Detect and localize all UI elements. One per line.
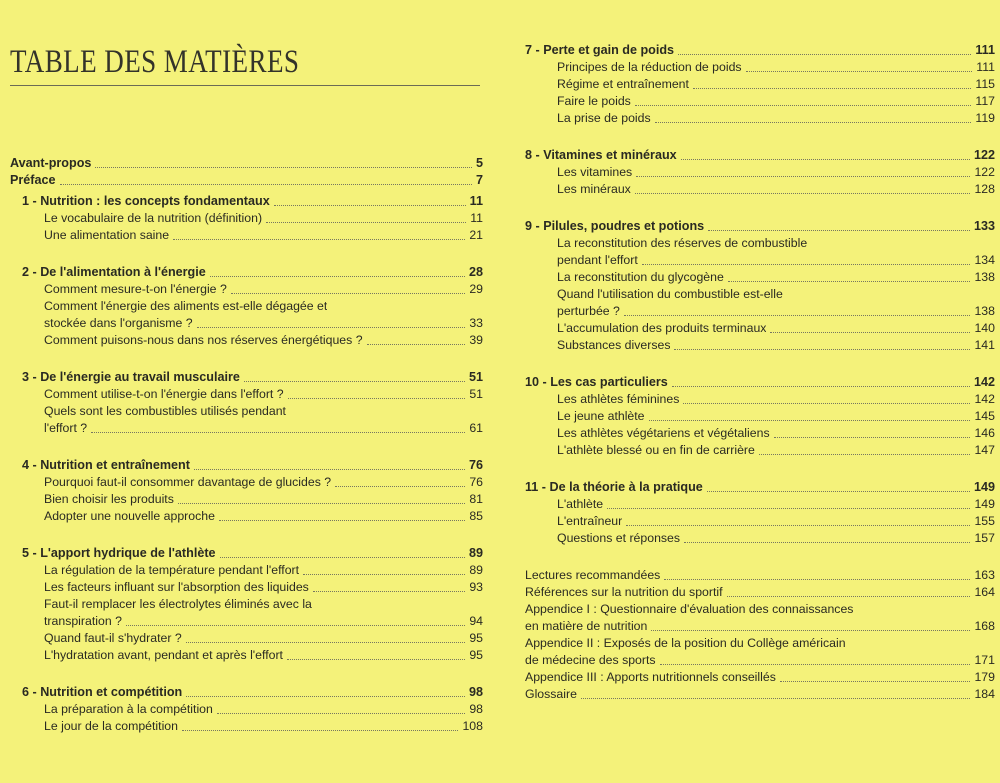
entry-title: Faut-il remplacer les électrolytes éliminés avec la xyxy=(44,597,312,611)
entry-title: Faire le poids xyxy=(557,94,631,108)
title-rule xyxy=(10,85,480,86)
entry-title: Glossaire xyxy=(525,687,577,701)
entry-title: stockée dans l'organisme ? xyxy=(44,316,193,330)
dot-leader xyxy=(266,222,466,223)
toc-chapter[interactable] xyxy=(525,147,995,164)
page-number: 85 xyxy=(469,509,483,523)
dot-leader xyxy=(624,315,971,316)
dot-leader xyxy=(60,184,472,185)
page-number: 33 xyxy=(469,316,483,330)
dot-leader xyxy=(220,557,465,558)
entry-title: 1 - Nutrition : les concepts fondamentaux xyxy=(22,194,270,208)
entry-title: 9 - Pilules, poudres et potions xyxy=(525,219,705,233)
entry-title: Appendice III : Apports nutritionnels conseillés xyxy=(525,670,776,684)
page-number: 133 xyxy=(973,219,995,233)
toc-section[interactable] xyxy=(10,474,483,491)
toc-section[interactable] xyxy=(10,420,483,437)
toc-chapter[interactable] xyxy=(10,457,483,474)
entry-title: 3 - De l'énergie au travail musculaire xyxy=(22,370,240,384)
page-number: 51 xyxy=(468,370,483,384)
entry-title: Pourquoi faut-il consommer davantage de glucides ? xyxy=(44,475,332,489)
dot-leader xyxy=(683,403,970,404)
entry-title: Principes de la réduction de poids xyxy=(557,60,742,74)
dot-leader xyxy=(626,525,970,526)
toc-section[interactable] xyxy=(525,286,995,303)
page-number: 11 xyxy=(470,211,483,225)
entry-title: Quand l'utilisation du combustible est-elle xyxy=(557,287,783,301)
entry-title: Une alimentation saine xyxy=(44,228,170,242)
entry-title: Appendice I : Questionnaire d'évaluation des connaissances xyxy=(525,602,854,616)
toc-section[interactable] xyxy=(525,391,995,408)
entry-title: La préparation à la compétition xyxy=(44,702,213,716)
toc-section[interactable] xyxy=(525,181,995,198)
dot-leader xyxy=(774,437,971,438)
toc-section[interactable] xyxy=(525,337,995,354)
dot-leader xyxy=(173,239,465,240)
page-number: 117 xyxy=(975,94,995,108)
dot-leader xyxy=(655,122,972,123)
entry-title: pendant l'effort xyxy=(557,253,638,267)
dot-leader xyxy=(313,591,465,592)
page-number: 147 xyxy=(974,443,995,457)
page-number: 164 xyxy=(974,585,995,599)
page-number: 149 xyxy=(974,497,995,511)
entry-title: L'hydratation avant, pendant et après l'effort xyxy=(44,648,283,662)
page-number: 89 xyxy=(469,563,483,577)
toc-section[interactable] xyxy=(10,315,483,332)
page-number: 119 xyxy=(975,111,995,125)
toc-section[interactable] xyxy=(525,110,995,127)
toc-chapter[interactable] xyxy=(10,264,483,281)
entry-title: Le jour de la compétition xyxy=(44,719,178,733)
page-number: 128 xyxy=(974,182,995,196)
dot-leader xyxy=(759,454,971,455)
dot-leader xyxy=(708,230,970,231)
dot-leader xyxy=(780,681,971,682)
entry-title: Les athlètes féminines xyxy=(557,392,680,406)
page-number: 61 xyxy=(469,421,483,435)
entry-title: en matière de nutrition xyxy=(525,619,648,633)
entry-title: Comment mesure-t-on l'énergie ? xyxy=(44,282,227,296)
toc-annex[interactable] xyxy=(525,618,995,635)
page-number: 155 xyxy=(974,514,995,528)
entry-title: L'athlète xyxy=(557,497,604,511)
toc-section[interactable] xyxy=(525,93,995,110)
entry-title: Les vitamines xyxy=(557,165,633,179)
toc-section[interactable] xyxy=(525,530,995,547)
entry-title: 4 - Nutrition et entraînement xyxy=(22,458,190,472)
page-number: 95 xyxy=(469,648,483,662)
entry-title: Quels sont les combustibles utilisés pendant xyxy=(44,404,286,418)
toc-section[interactable] xyxy=(10,562,483,579)
entry-title: Les athlètes végétariens et végétaliens xyxy=(557,426,770,440)
toc-section[interactable] xyxy=(525,164,995,181)
page-number: 115 xyxy=(975,77,995,91)
entry-title: L'accumulation des produits terminaux xyxy=(557,321,767,335)
page-number: 5 xyxy=(475,156,483,170)
toc-annex[interactable] xyxy=(525,584,995,601)
dot-leader xyxy=(642,264,971,265)
page-number: 98 xyxy=(469,702,483,716)
dot-leader xyxy=(672,386,970,387)
toc-annex[interactable] xyxy=(525,686,995,703)
page-number: 171 xyxy=(974,653,995,667)
entry-title: Quand faut-il s'hydrater ? xyxy=(44,631,182,645)
entry-title: 7 - Perte et gain de poids xyxy=(525,43,675,57)
page-number: 179 xyxy=(974,670,995,684)
entry-title: La régulation de la température pendant l'effort xyxy=(44,563,300,577)
page-number: 28 xyxy=(468,265,483,279)
dot-leader xyxy=(649,420,971,421)
toc-section[interactable] xyxy=(10,579,483,596)
page-number: 138 xyxy=(974,270,995,284)
dot-leader xyxy=(746,71,973,72)
toc-section[interactable] xyxy=(10,403,483,420)
toc-chapter[interactable] xyxy=(10,684,483,701)
toc-entry-front[interactable] xyxy=(10,155,483,172)
toc-entry-front[interactable] xyxy=(10,172,483,189)
dot-leader xyxy=(651,630,970,631)
entry-title: 2 - De l'alimentation à l'énergie xyxy=(22,265,206,279)
dot-leader xyxy=(707,491,970,492)
page-number: 39 xyxy=(469,333,483,347)
entry-title: transpiration ? xyxy=(44,614,122,628)
entry-title: Avant-propos xyxy=(10,156,92,170)
entry-title: Les minéraux xyxy=(557,182,631,196)
entry-title: 5 - L'apport hydrique de l'athlète xyxy=(22,546,216,560)
dot-leader xyxy=(197,327,466,328)
entry-title: Comment utilise-t-on l'énergie dans l'effort ? xyxy=(44,387,284,401)
toc-section[interactable] xyxy=(525,59,995,76)
dot-leader xyxy=(728,281,971,282)
entry-title: Préface xyxy=(10,173,56,187)
toc-section[interactable] xyxy=(10,491,483,508)
dot-leader xyxy=(607,508,970,509)
page-number: 146 xyxy=(974,426,995,440)
entry-title: Bien choisir les produits xyxy=(44,492,174,506)
dot-leader xyxy=(217,713,465,714)
page-number: 111 xyxy=(975,43,995,57)
dot-leader xyxy=(693,88,971,89)
toc-section[interactable] xyxy=(10,630,483,647)
toc-section[interactable] xyxy=(10,298,483,315)
dot-leader xyxy=(674,349,970,350)
toc-section[interactable] xyxy=(10,596,483,613)
page-number: 111 xyxy=(976,60,995,74)
dot-leader xyxy=(770,332,970,333)
dot-leader xyxy=(303,574,465,575)
toc-annex[interactable] xyxy=(525,601,995,618)
page-number: 134 xyxy=(974,253,995,267)
toc-section[interactable] xyxy=(525,408,995,425)
toc-section[interactable] xyxy=(525,496,995,513)
page-number: 168 xyxy=(974,619,995,633)
toc-chapter[interactable] xyxy=(525,374,995,391)
page-number: 98 xyxy=(468,685,483,699)
toc-annex[interactable] xyxy=(525,567,995,584)
toc-column-left xyxy=(10,155,483,735)
entry-title: Questions et réponses xyxy=(557,531,681,545)
toc-section[interactable] xyxy=(525,303,995,320)
toc-annex[interactable] xyxy=(525,635,995,652)
toc-section[interactable] xyxy=(10,701,483,718)
toc-section[interactable] xyxy=(525,425,995,442)
toc-annex[interactable] xyxy=(525,652,995,669)
entry-title: 10 - Les cas particuliers xyxy=(525,375,668,389)
page-number: 11 xyxy=(469,194,483,208)
toc-section[interactable] xyxy=(10,386,483,403)
toc-chapter[interactable] xyxy=(10,545,483,562)
toc-section[interactable] xyxy=(525,269,995,286)
dot-leader xyxy=(287,659,465,660)
dot-leader xyxy=(194,469,465,470)
toc-section[interactable] xyxy=(10,647,483,664)
entry-title: perturbée ? xyxy=(557,304,620,318)
entry-title: 6 - Nutrition et compétition xyxy=(22,685,183,699)
dot-leader xyxy=(219,520,465,521)
dot-leader xyxy=(635,193,971,194)
page-number: 29 xyxy=(469,282,483,296)
page-number: 51 xyxy=(469,387,483,401)
dot-leader xyxy=(581,698,971,699)
toc-section[interactable] xyxy=(10,210,483,227)
page-number: 145 xyxy=(974,409,995,423)
page-number: 108 xyxy=(462,719,483,733)
dot-leader xyxy=(231,293,466,294)
dot-leader xyxy=(178,503,465,504)
page-number: 81 xyxy=(469,492,483,506)
entry-title: L'athlète blessé ou en fin de carrière xyxy=(557,443,755,457)
entry-title: Régime et entraînement xyxy=(557,77,689,91)
page-number: 89 xyxy=(468,546,483,560)
entry-title: Le jeune athlète xyxy=(557,409,645,423)
page-number: 7 xyxy=(475,173,483,187)
toc-chapter[interactable] xyxy=(525,218,995,235)
entry-title: 11 - De la théorie à la pratique xyxy=(525,480,703,494)
toc-section[interactable] xyxy=(525,513,995,530)
page-number: 184 xyxy=(974,687,995,701)
entry-title: l'effort ? xyxy=(44,421,88,435)
entry-title: Comment puisons-nous dans nos réserves énergétiques ? xyxy=(44,333,363,347)
dot-leader xyxy=(684,542,970,543)
page-number: 138 xyxy=(974,304,995,318)
toc-chapter[interactable] xyxy=(525,42,995,59)
page-number: 122 xyxy=(973,148,995,162)
toc-section[interactable] xyxy=(10,227,483,244)
toc-column-right xyxy=(525,42,995,703)
page-number: 141 xyxy=(974,338,995,352)
toc-chapter[interactable] xyxy=(525,479,995,496)
entry-title: Le vocabulaire de la nutrition (définition) xyxy=(44,211,263,225)
page-number: 21 xyxy=(469,228,483,242)
entry-title: Références sur la nutrition du sportif xyxy=(525,585,723,599)
entry-title: 8 - Vitamines et minéraux xyxy=(525,148,677,162)
dot-leader xyxy=(182,730,458,731)
entry-title: Adopter une nouvelle approche xyxy=(44,509,215,523)
page-title: TABLE DES MATIÈRES xyxy=(10,44,300,80)
entry-title: Les facteurs influant sur l'absorption des liquides xyxy=(44,580,309,594)
dot-leader xyxy=(660,664,971,665)
toc-chapter[interactable] xyxy=(10,369,483,386)
toc-chapter[interactable] xyxy=(10,193,483,210)
toc-section[interactable] xyxy=(525,442,995,459)
dot-leader xyxy=(288,398,466,399)
toc-section[interactable] xyxy=(10,613,483,630)
entry-title: de médecine des sports xyxy=(525,653,656,667)
page-number: 95 xyxy=(469,631,483,645)
toc-section[interactable] xyxy=(525,320,995,337)
dot-leader xyxy=(274,205,466,206)
dot-leader xyxy=(186,642,466,643)
dot-leader xyxy=(664,579,970,580)
page-number: 76 xyxy=(469,475,483,489)
dot-leader xyxy=(367,344,466,345)
dot-leader xyxy=(727,596,971,597)
dot-leader xyxy=(678,54,971,55)
toc-section[interactable] xyxy=(10,718,483,735)
dot-leader xyxy=(210,276,465,277)
page-number: 76 xyxy=(468,458,483,472)
dot-leader xyxy=(681,159,970,160)
dot-leader xyxy=(95,167,472,168)
entry-title: La reconstitution du glycogène xyxy=(557,270,724,284)
page-number: 149 xyxy=(973,480,995,494)
toc-section[interactable] xyxy=(525,76,995,93)
dot-leader xyxy=(244,381,465,382)
page-number: 142 xyxy=(973,375,995,389)
page-number: 163 xyxy=(974,568,995,582)
dot-leader xyxy=(636,176,970,177)
toc-section[interactable] xyxy=(525,235,995,252)
page-number: 157 xyxy=(974,531,995,545)
page-number: 93 xyxy=(469,580,483,594)
entry-title: Comment l'énergie des aliments est-elle dégagée et xyxy=(44,299,328,313)
page-number: 140 xyxy=(974,321,995,335)
entry-title: Appendice II : Exposés de la position du Collège américain xyxy=(525,636,846,650)
toc-annex[interactable] xyxy=(525,669,995,686)
entry-title: La reconstitution des réserves de combustible xyxy=(557,236,808,250)
dot-leader xyxy=(335,486,465,487)
entry-title: L'entraîneur xyxy=(557,514,623,528)
dot-leader xyxy=(635,105,972,106)
page-number: 122 xyxy=(974,165,995,179)
entry-title: Lectures recommandées xyxy=(525,568,661,582)
dot-leader xyxy=(186,696,465,697)
page-number: 142 xyxy=(974,392,995,406)
toc-section[interactable] xyxy=(525,252,995,269)
toc-section[interactable] xyxy=(10,508,483,525)
entry-title: La prise de poids xyxy=(557,111,651,125)
dot-leader xyxy=(91,432,465,433)
toc-section[interactable] xyxy=(10,281,483,298)
dot-leader xyxy=(126,625,465,626)
entry-title: Substances diverses xyxy=(557,338,671,352)
page-number: 94 xyxy=(469,614,483,628)
toc-section[interactable] xyxy=(10,332,483,349)
